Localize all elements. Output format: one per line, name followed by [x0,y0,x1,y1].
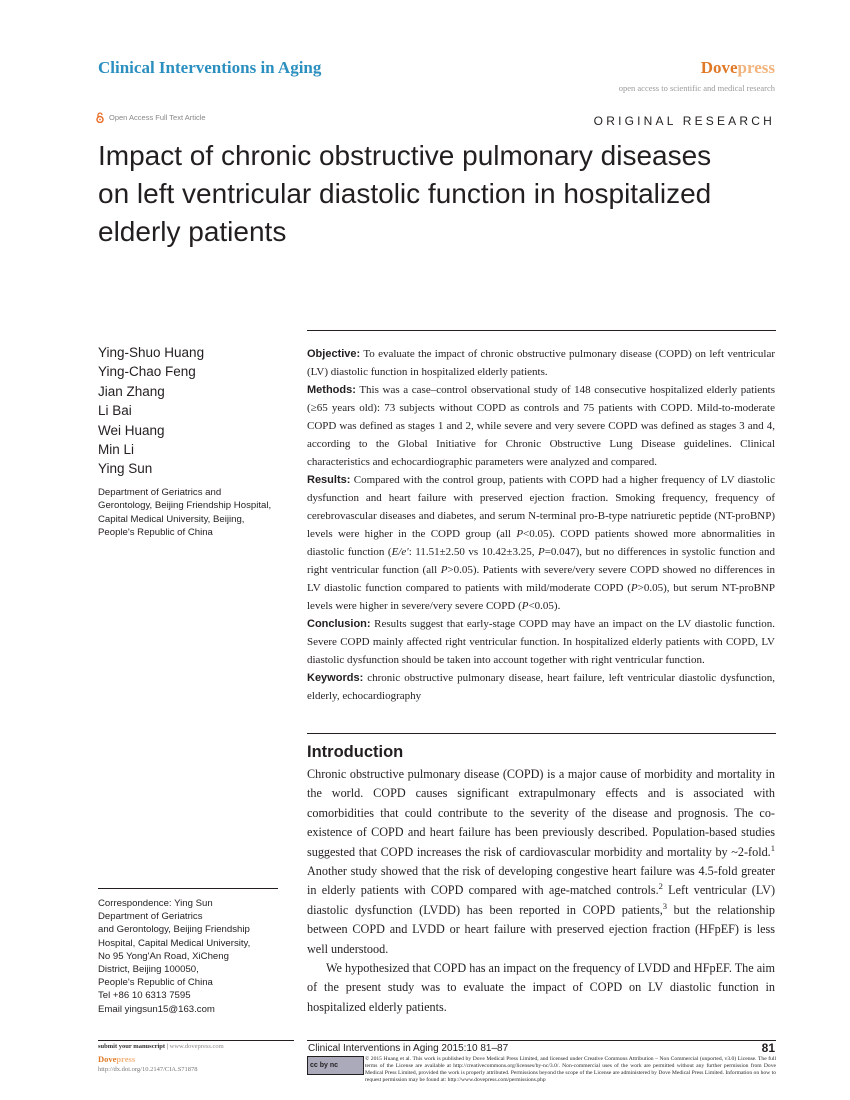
open-access-lock-icon [96,112,104,123]
license-text: © 2015 Huang et al. This work is published by Dove Medical Press Limited, and licensed under Creative Commons Attribution – Non Commercial (unported, v3.0) License. The full terms of the License are available at http://creativecommons.org/licenses/by-nc/3.0/. Non-commercial uses of the work are permitted without any further permission from Dove Medical Press Limited, provided the work is properly attributed. Permissions beyond the scope of the License are administered by Dove Medical Press Limited. Information on how to request permission may be found at: http://www.dovepress.com/permissions.php [365,1056,776,1083]
ee-ratio-symbol: E/e′ [391,546,409,558]
footer-rule-left [98,1040,294,1041]
reference-link[interactable]: 2 [658,881,663,892]
results-text: Compared with the control group, patients with COPD had a higher frequency of LV diastolic dysfunction and heart failure with preserved ejection fraction. Smoking frequency, frequency of cerebrovascular diseases and diabetes, and serum N-terminal pro-B-type natriuretic peptide (NT-proBNP) levels were higher in the COPD group (all [307,474,775,540]
results-text: =0.047), but no differences in systolic function and right ventricular function (all [307,546,775,576]
p-symbol: P [537,546,545,558]
affiliation: Department of Geriatrics and Gerontology, Beijing Friendship Hospital, Capital Medical University, Beijing, People's Republic of China [98,487,272,539]
correspondence-line: No 95 Yong'An Road, XiCheng [98,950,229,962]
abstract-methods [307,381,775,471]
footer-publisher-logo[interactable] [98,1054,135,1064]
methods-label: Methods: [307,384,356,396]
conclusion-label: Conclusion: [307,618,371,630]
author-name: Li Bai [98,403,132,419]
introduction-text: but the relationship between COPD and LVDD or heart failure with preserved ejection fraction (HFpEF) is less well understood. [307,902,775,956]
introduction-heading: Introduction [307,743,404,761]
submit-label: submit your manuscript [98,1043,166,1050]
introduction-text: Another study showed that the risk of developing congestive heart failure was 4.5-fold greater in elderly patients with COPD compared with age-matched controls. [307,864,775,898]
author-name: Wei Huang [98,422,165,438]
publisher-logo-light: press [737,58,775,77]
introduction-rule [307,733,776,734]
keywords-text: chronic obstructive pulmonary disease, heart failure, left ventricular diastolic dysfunction, elderly, echocardiography [307,672,776,702]
results-text: <0.05). [528,600,561,612]
correspondence-email[interactable]: Email yingsun15@163.com [98,1003,215,1015]
keywords-label: Keywords: [307,672,364,684]
results-text: >0.05), but serum NT-proBNP levels were higher in severe/very severe COPD ( [307,582,776,612]
abstract-top-rule [307,330,776,331]
submit-url[interactable]: www.dovepress.com [169,1043,224,1050]
introduction-text: Chronic obstructive pulmonary disease (COPD) is a major cause of morbidity and mortality in the world. COPD causes significant extrapulmonary effects and is associated with comorbidities that could contribute to the severity of the disease and prognosis. The co-existence of COPD and heart failure has been previously described. Population-based studies suggested that COPD increases the risk of cardiovascular morbidity and mortality by ~2-fold. [307,767,775,859]
citation-line: Clinical Interventions in Aging 2015:10 81–87 [308,1043,509,1054]
p-symbol: P [516,528,524,540]
correspondence-block [98,897,283,1016]
results-text: >0.05). Patients with severe/very severe COPD showed no differences in LV diastolic function compared to patients with mild/moderate COPD ( [307,564,776,594]
abstract-keywords [307,669,775,705]
correspondence-line: People's Republic of China [98,977,213,989]
doi-link[interactable]: http://dx.doi.org/10.2147/CIA.S71878 [98,1066,198,1073]
p-symbol: P [440,564,448,576]
cc-label: cc by nc [310,1062,339,1069]
article-title: Impact of chronic obstructive pulmonary diseases on left ventricular diastolic function in hospitalized elderly patients [98,140,712,247]
correspondence-line: Hospital, Capital Medical University, [98,937,251,949]
introduction-body [307,765,775,1017]
author-name: Min Li [98,442,135,458]
abstract-conclusion [307,615,775,669]
introduction-paragraph: We hypothesized that COPD has an impact on the frequency of LVDD and HFpEF. The aim of the present study was to evaluate the impact of COPD on LV diastolic function in hospitalized elderly patients. [307,961,775,1014]
author-name: Ying-Shuo Huang [98,345,205,360]
results-label: Results: [307,474,351,486]
conclusion-text: Results suggest that early-stage COPD may have an impact on the LV diastolic function. Severe COPD mainly affected right ventricular function. In hospitalized elderly patients with COPD, LV diastolic dysfunction should be taken into account together with right ventricular function. [307,618,776,666]
correspondence-line: Department of Geriatrics [98,911,203,923]
open-access-label: Open Access Full Text Article [109,113,206,122]
footer-logo-light: press [116,1054,136,1064]
correspondence-line: Correspondence: Ying Sun [98,898,213,909]
journal-title[interactable]: Clinical Interventions in Aging [98,58,322,77]
reference-link[interactable]: 1 [770,842,775,853]
correspondence-rule [98,888,278,889]
author-name: Ying Sun [98,461,153,477]
publisher-logo-strong: Dove [700,58,738,77]
abstract [307,345,775,705]
publisher-tagline: open access to scientific and medical research [618,83,775,93]
objective-label: Objective: [307,348,361,360]
p-symbol: P [521,600,529,612]
author-name: Ying-Chao Feng [98,364,196,380]
creative-commons-badge[interactable] [307,1056,364,1075]
results-text: : 11.51±2.50 vs 10.42±3.25, [408,546,538,558]
page-number: 81 [761,1041,775,1055]
article-type: ORIGINAL RESEARCH [593,114,775,128]
correspondence-line: Tel +86 10 6313 7595 [98,990,191,1002]
methods-text: This was a case–control observational study of 148 consecutive hospitalized elderly patients (≥65 years old): 73 subjects without COPD as controls and 75 patients with COPD. Mild-to-moderate COPD was defined as stages 1 and 2, while severe and very severe COPD was defined as stages 3 and 4, according to the Global Initiative for Chronic Obstructive Lung Disease guidelines. Clinical characteristics and echocardiographic parameters were analyzed and compared. [307,384,775,468]
submit-manuscript[interactable]: submit your manuscript | www.dovepress.com [98,1043,224,1050]
abstract-results [307,471,775,615]
correspondence-line: District, Beijing 100050, [98,964,199,976]
introduction-text: Left ventricular (LV) diastolic dysfunction (LVDD) has been reported in COPD patients, [307,883,776,917]
p-symbol: P [630,582,638,594]
abstract-objective [307,345,775,381]
introduction-paragraph [307,765,775,959]
author-list [98,343,204,479]
publisher-logo[interactable] [701,58,775,78]
footer-rule-right [307,1040,776,1041]
correspondence-line: and Gerontology, Beijing Friendship [98,924,250,936]
results-text: <0.05). COPD patients showed more abnormalities in diastolic function ( [307,528,775,558]
reference-link[interactable]: 3 [662,900,668,911]
footer-logo-strong: Dove [98,1054,117,1064]
open-access-badge [96,112,206,123]
author-name: Jian Zhang [98,383,165,399]
objective-text: To evaluate the impact of chronic obstructive pulmonary disease (COPD) on left ventricular (LV) diastolic function in hospitalized elderly patients. [307,348,775,378]
